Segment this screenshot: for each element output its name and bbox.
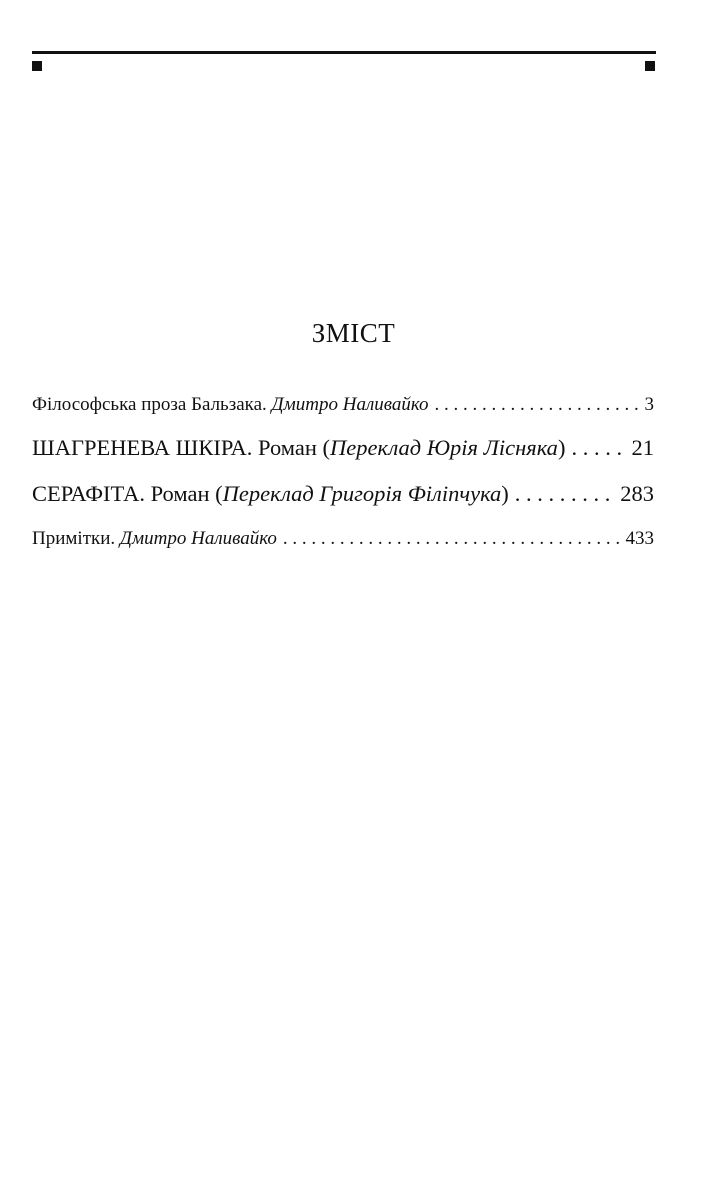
toc-entry-text: ШАГРЕНЕВА ШКІРА. Роман (Переклад Юрія Лісняка) xyxy=(32,435,566,460)
corner-square-right xyxy=(645,61,655,71)
dot-leader xyxy=(283,524,620,554)
toc-entry-author: Дмитро Наливайко xyxy=(271,394,429,415)
toc-entry-seraphita[interactable] xyxy=(32,479,654,509)
toc-entry-notes[interactable] xyxy=(32,524,654,554)
dot-leader xyxy=(571,433,625,463)
corner-square-left xyxy=(32,61,42,71)
toc-heading: ЗМІСТ xyxy=(311,318,396,348)
toc-entry-translator: Переклад Григорія Філіпчука xyxy=(222,481,502,506)
dot-leader xyxy=(435,390,639,420)
table-of-contents xyxy=(32,390,654,554)
toc-entry-essay[interactable] xyxy=(32,390,654,420)
toc-entry-text: Філософська проза Бальзака. Дмитро Наливайко xyxy=(32,394,429,415)
toc-entry-author: Дмитро Наливайко xyxy=(119,528,277,549)
toc-page-number: 283 xyxy=(620,481,654,506)
toc-entry-text: Примітки. Дмитро Наливайко xyxy=(32,528,277,549)
toc-entry-text: СЕРАФІТА. Роман (Переклад Григорія Філіпчука) xyxy=(32,481,509,506)
toc-page-number: 433 xyxy=(625,528,654,549)
toc-entry-translator: Переклад Юрія Лісняка xyxy=(330,435,558,460)
top-rule xyxy=(32,51,656,54)
toc-page-number: 21 xyxy=(631,435,654,460)
toc-entry-shagreen-skin[interactable] xyxy=(32,433,654,463)
toc-page-number: 3 xyxy=(644,394,654,415)
dot-leader xyxy=(515,479,614,509)
